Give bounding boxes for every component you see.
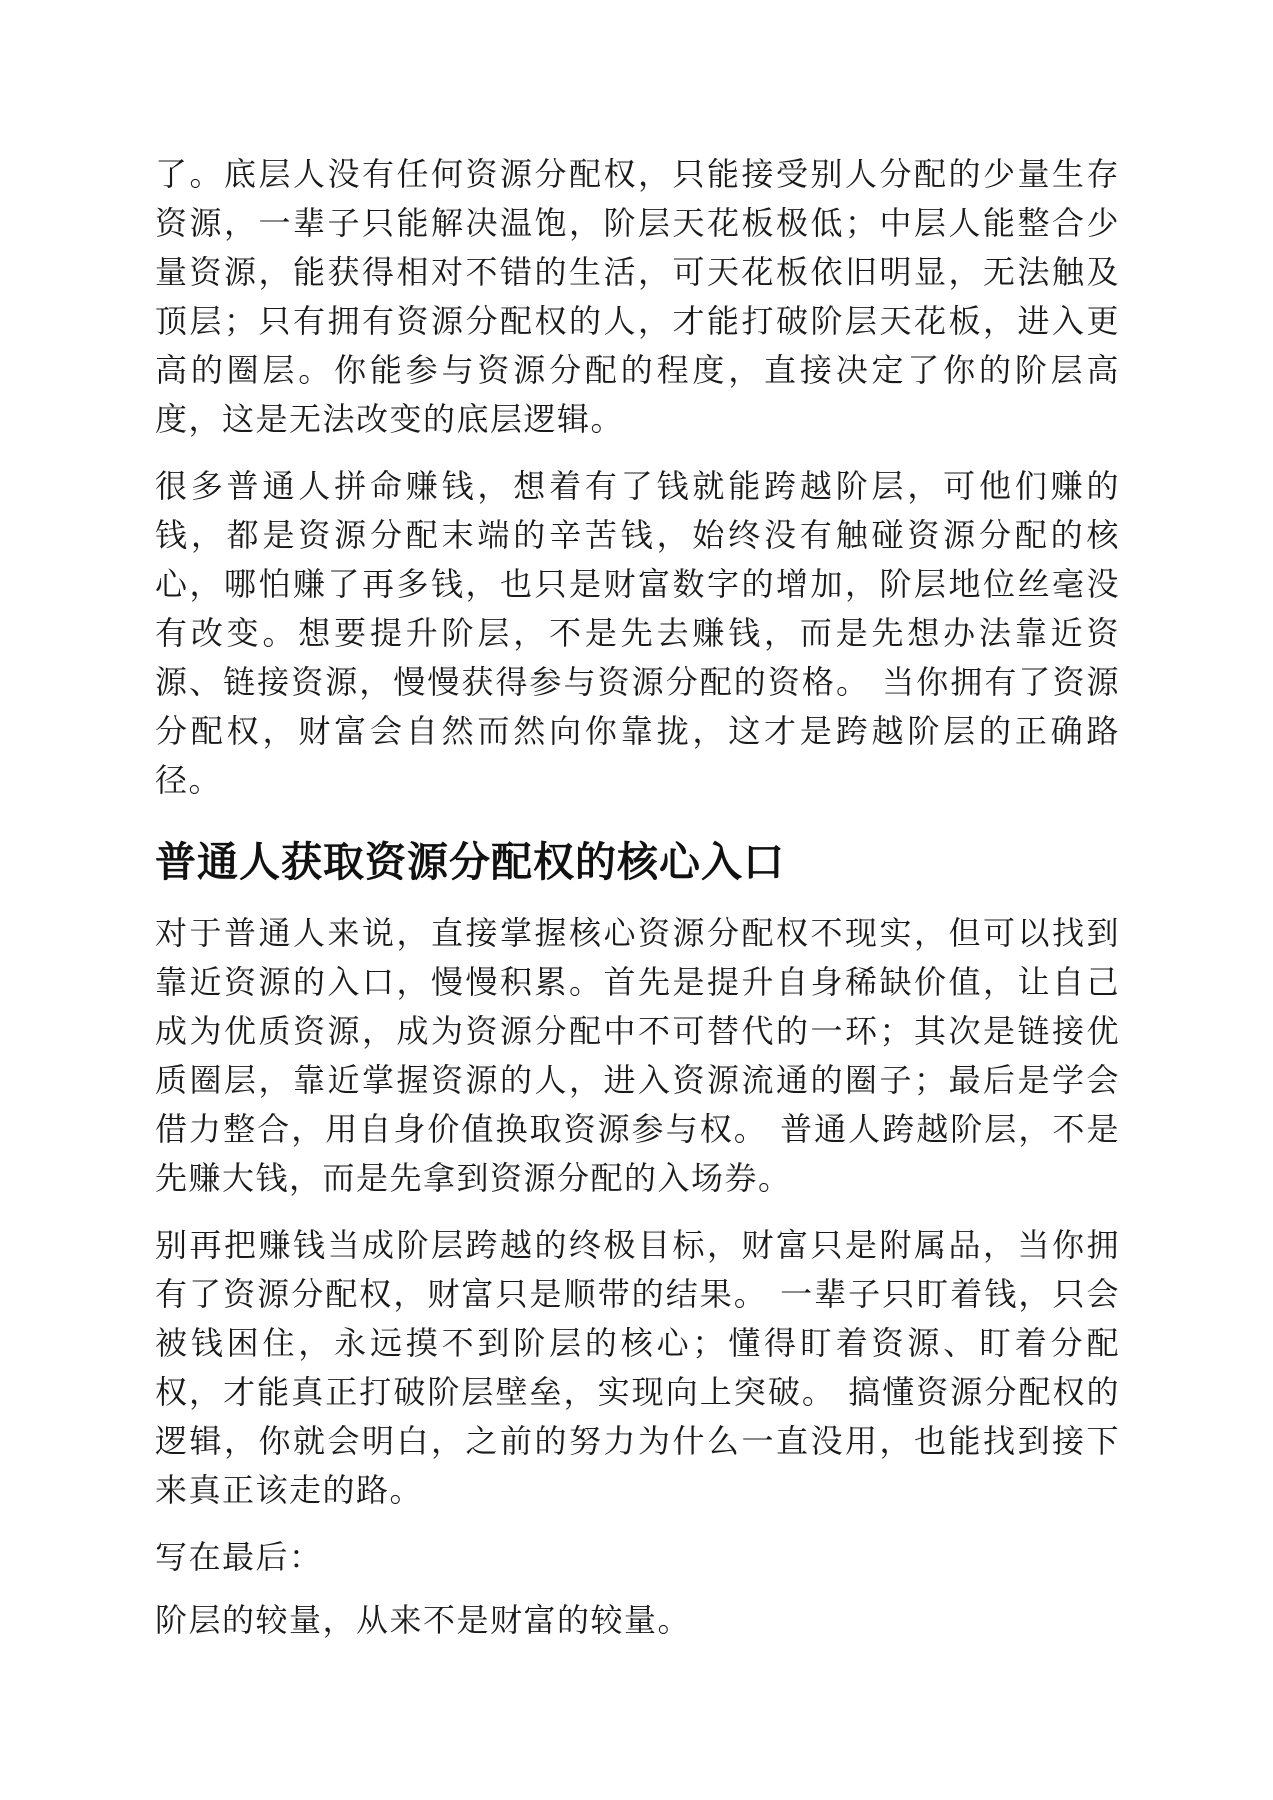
paragraph-wealth-byproduct: 别再把赚钱当成阶层跨越的终极目标，财富只是附属品，当你拥有了资源分配权，财富只是顺带的结果。 一辈子只盯着钱，只会被钱困住，永远摸不到阶层的核心；懂得盯着资源、盯着分配权，才能真正打破阶层壁垒，实现向上突破。 搞懂资源分配权的逻辑，你就会明白，之前的努力为什么一直没用，也能找到接下来真正该走的路。	[155, 1226, 1120, 1509]
paragraph-earning-money: 很多普通人拼命赚钱，想着有了钱就能跨越阶层，可他们赚的钱，都是资源分配末端的辛苦钱，始终没有触碰资源分配的核心，哪怕赚了再多钱，也只是财富数字的增加，阶层地位丝毫没有改变。想要提升阶层，不是先去赚钱，而是先想办法靠近资源、链接资源，慢慢获得参与资源分配的资格。 当你拥有了资源分配权，财富会自然而然向你靠拢，这才是跨越阶层的正确路径。	[155, 467, 1120, 799]
paragraph-entry-points: 对于普通人来说，直接掌握核心资源分配权不现实，但可以找到靠近资源的入口，慢慢积累。首先是提升自身稀缺价值，让自己成为优质资源，成为资源分配中不可替代的一环；其次是链接优质圈层，靠近掌握资源的人，进入资源流通的圈子；最后是学会借力整合，用自身价值换取资源参与权。 普通人跨越阶层，不是先赚大钱，而是先拿到资源分配的入场券。	[155, 914, 1120, 1197]
closing-line: 阶层的较量，从来不是财富的较量。	[155, 1601, 692, 1639]
document-body	[155, 150, 1120, 1659]
paragraph-resource-hierarchy: 了。底层人没有任何资源分配权，只能接受别人分配的少量生存资源，一辈子只能解决温饱，阶层天花板极低；中层人能整合少量资源，能获得相对不错的生活，可天花板依旧明显，无法触及顶层；只有拥有资源分配权的人，才能打破阶层天花板，进入更高的圈层。你能参与资源分配的程度，直接决定了你的阶层高度，这是无法改变的底层逻辑。	[155, 155, 1120, 438]
closing-label: 写在最后：	[155, 1538, 323, 1576]
section-heading: 普通人获取资源分配权的核心入口	[155, 838, 785, 886]
